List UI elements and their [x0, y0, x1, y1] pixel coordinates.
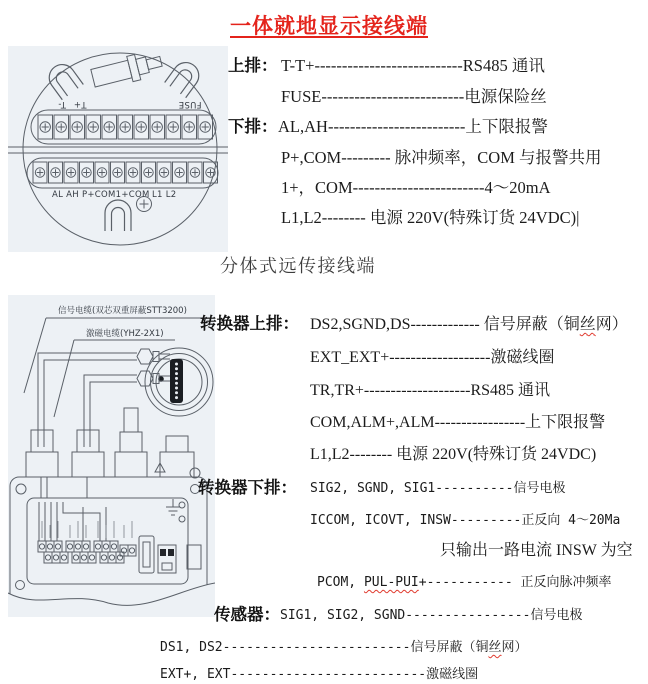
- wiring-line: 1+，COM------------------------4～20mA: [281, 178, 551, 197]
- wiring-line: COM,ALM+,ALM-----------------上下限报警: [310, 414, 606, 431]
- terminal-label-bottom-right: L1 L2: [152, 190, 177, 200]
- wiring-line: SIG1, SIG2, SGND----------------信号电极: [280, 608, 583, 623]
- page-title: 一体就地显示接线端: [230, 14, 428, 38]
- converter-box-diagram: [8, 295, 215, 617]
- terminal-head-diagram: [8, 46, 228, 252]
- mount-clip-left: [44, 59, 83, 99]
- wiring-line: L1,L2-------- 电源 220V(特殊订货 24VDC): [310, 446, 597, 463]
- wiring-line: DS2,SGND,DS------------- 信号屏蔽（铜丝网）: [310, 316, 628, 333]
- wiring-line: TR,TR+--------------------RS485 通讯: [310, 382, 551, 399]
- wiring-line: T-T+---------------------------RS485 通讯: [281, 56, 545, 75]
- cable-glands: [26, 408, 200, 478]
- wiring-line: P+,COM--------- 脉冲频率，COM 与报警共用: [281, 148, 602, 167]
- wiring-line: PCOM, PUL-PUI+----------- 正反向脉冲频率: [317, 575, 612, 590]
- terminal-head-drawing: [8, 46, 228, 252]
- legend-label-sensor: 传感器：: [214, 605, 280, 624]
- section-subtitle: 分体式远传接线端: [220, 256, 376, 276]
- mount-clip-bottom: [105, 200, 131, 231]
- wiring-line: EXT+, EXT-------------------------激磁线圈: [160, 667, 479, 682]
- terminal-label-bottom-left: AL AH P+COM1+COM: [52, 190, 150, 200]
- sensor-connector: [137, 348, 213, 416]
- screw-icon: [16, 484, 26, 494]
- terminal-label-t-minus: T-: [57, 99, 67, 109]
- cable1-label: 信号电缆(双芯双重屏蔽STT3200): [58, 306, 187, 316]
- terminal-label-t-plus: T+: [73, 99, 87, 109]
- wiring-line: DS1, DS2------------------------信号屏蔽（铜丝网）: [160, 640, 528, 655]
- terminal-label-fuse: FUSE: [178, 99, 202, 109]
- wiring-line: SIG2, SGND, SIG1----------信号电极: [310, 481, 566, 496]
- legend-label-converter-bottom: 转换器下排：: [198, 478, 297, 497]
- legend-label-top-row: 上排：: [228, 56, 278, 75]
- cable-fitting-icon: [137, 349, 153, 364]
- ground-icon: [166, 499, 180, 515]
- wiring-line: ICCOM, ICOVT, INSW---------正反向 4～20Ma: [310, 513, 621, 528]
- legend-label-bottom-row: 下排：: [228, 117, 278, 136]
- legend-label-converter-top: 转换器上排：: [200, 314, 299, 333]
- wiring-line: AL,AH-------------------------上下限报警: [278, 117, 548, 136]
- wiring-line: L1,L2-------- 电源 220V(特殊订货 24VDC)|: [281, 208, 580, 227]
- wiring-note: 只输出一路电流 INSW 为空: [440, 542, 633, 559]
- terminal-blocks: [38, 541, 136, 563]
- housing-circle: [23, 53, 217, 245]
- cable2-label: 激磁电缆(YHZ-2X1): [86, 329, 164, 339]
- converter-box-drawing: [8, 295, 215, 617]
- excitation-cable: [84, 375, 137, 447]
- wiring-line: FUSE--------------------------电源保险丝: [281, 87, 547, 106]
- screw-icon: [16, 581, 25, 590]
- wiring-line: EXT_EXT+-------------------激磁线圈: [310, 349, 555, 366]
